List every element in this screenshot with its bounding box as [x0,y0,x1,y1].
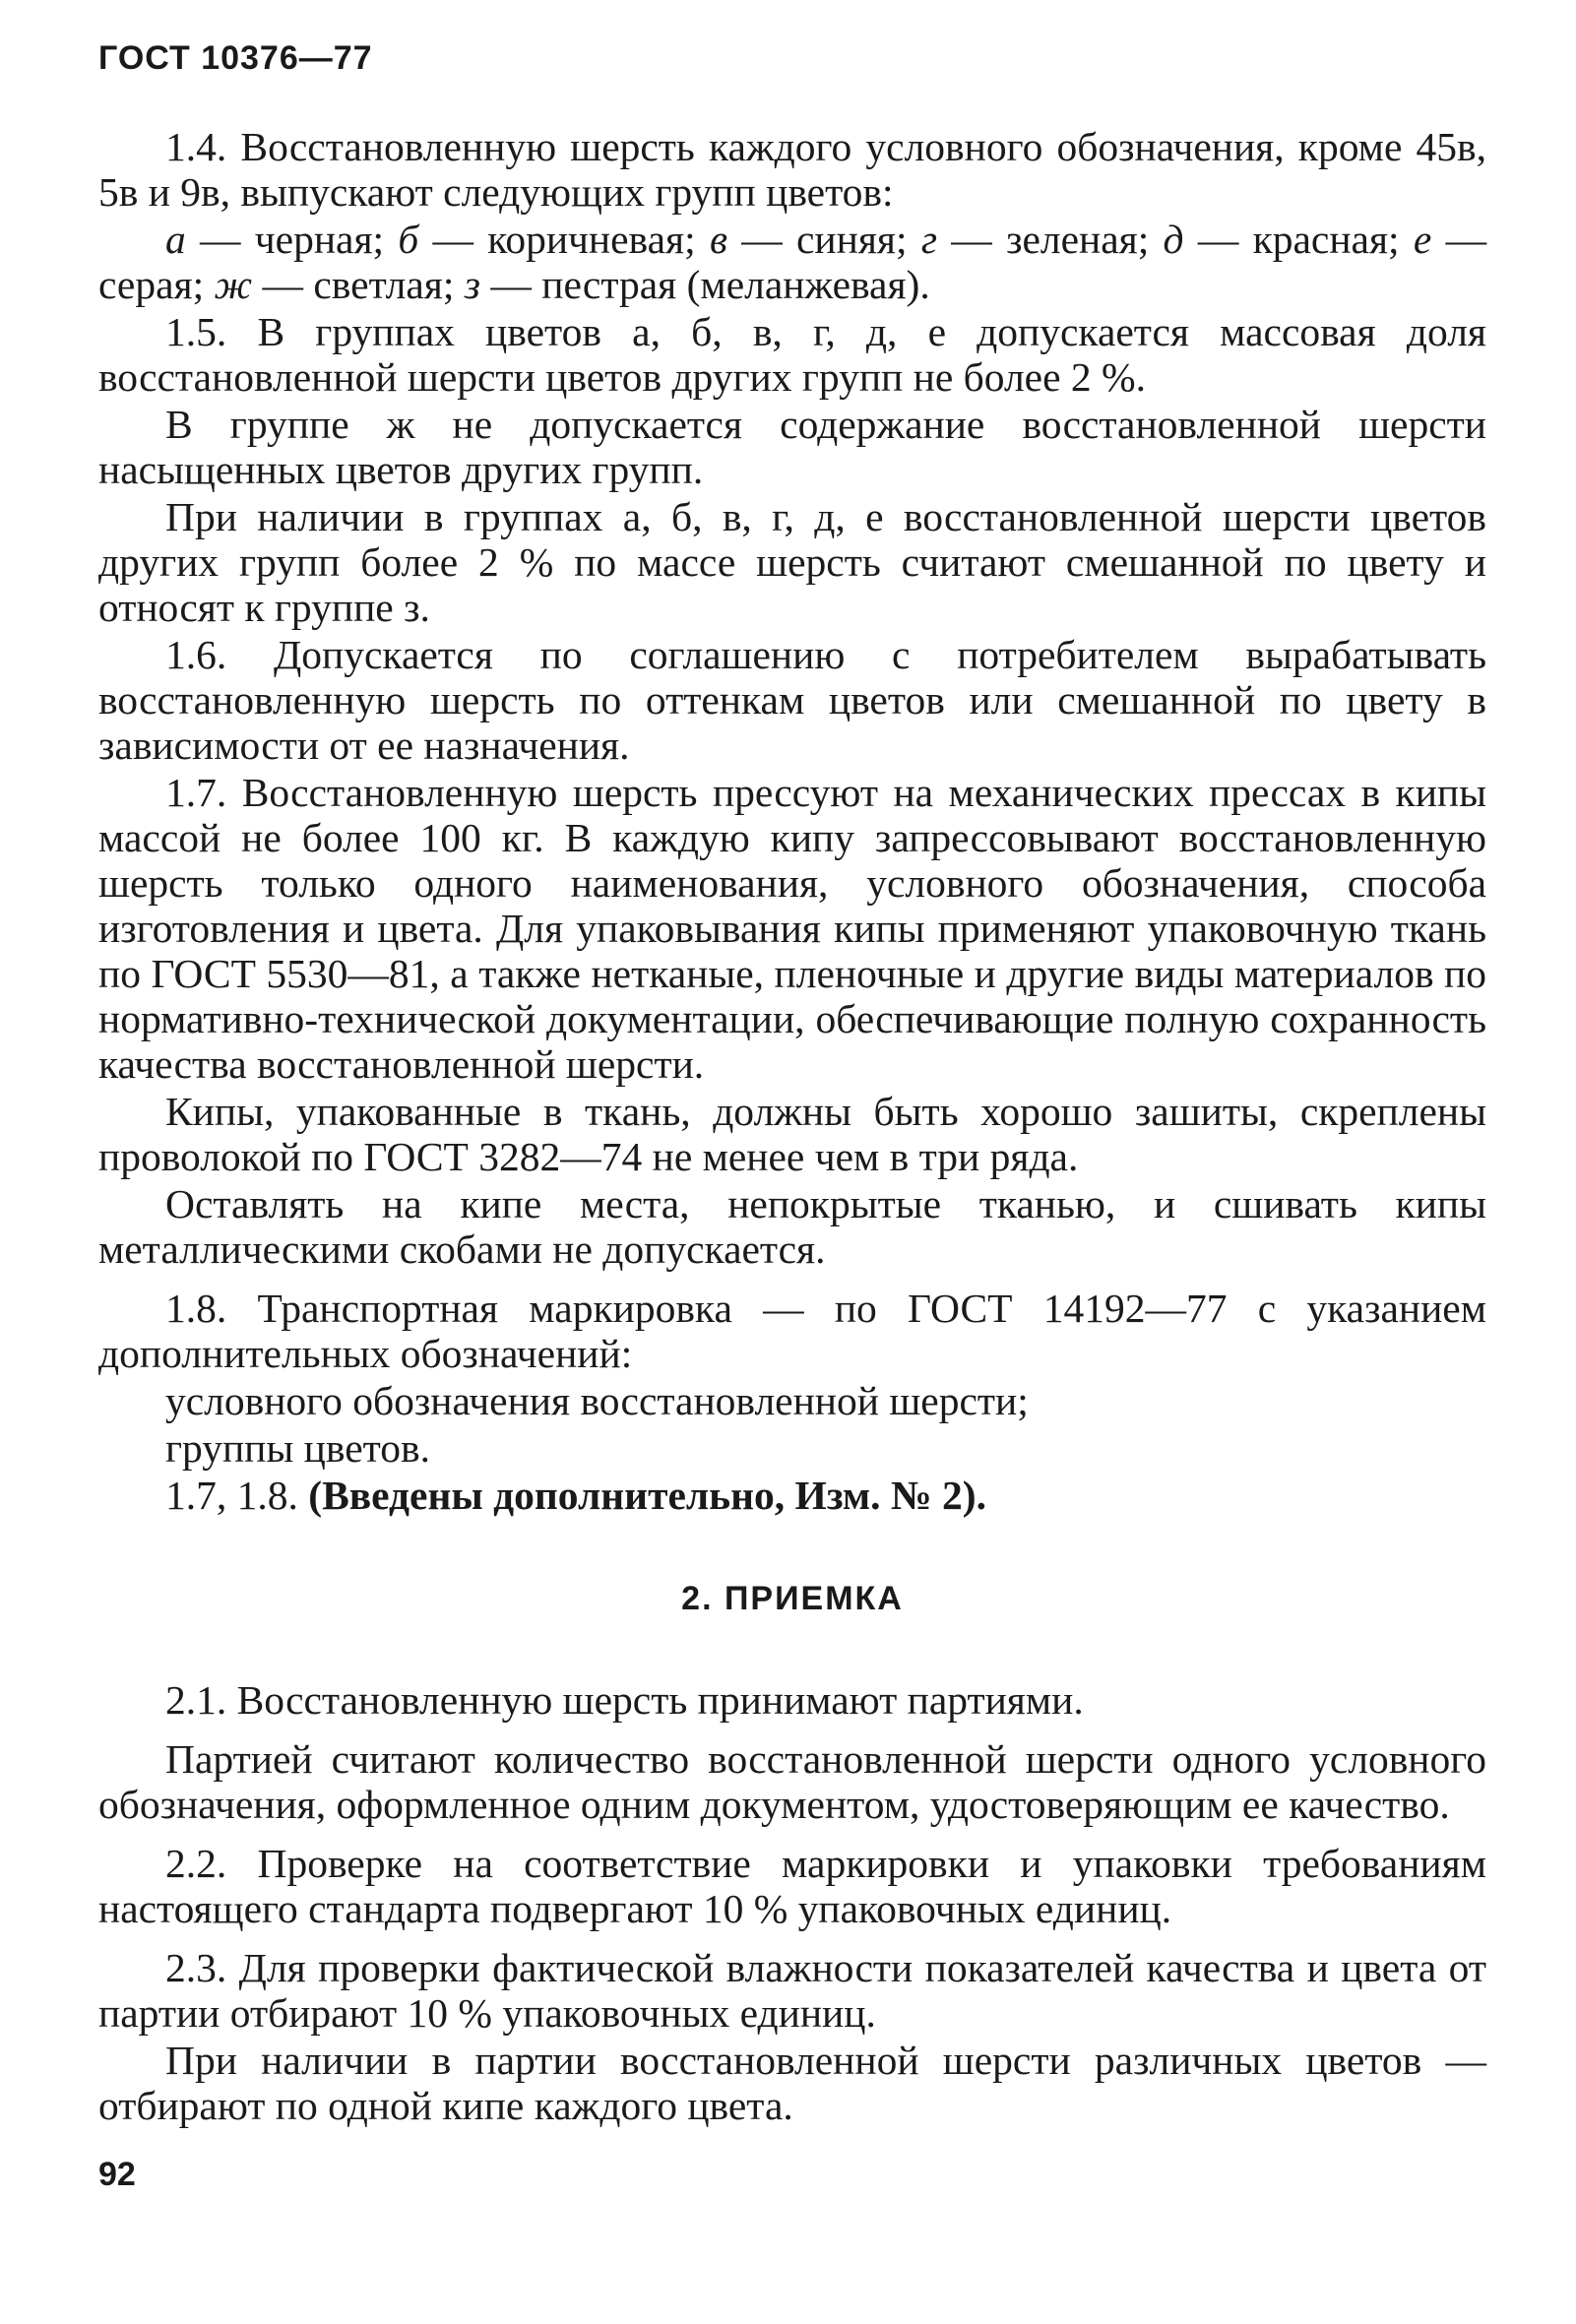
clause-1-7: 1.7. Восстановленную шерсть прессуют на механических прессах в кипы массой не более 100 кг. В каждую кипу запрессовывают восстановленную шерсть только одного наименования, условного обозначения, способа изготовления и цвета. Для упаковывания кипы применяют упаковочную ткань по ГОСТ 5530—81, а также нетканые, пленочные и другие виды материалов по нормативно-технической документации, обеспечивающие полную сохранность качества восстановленной шерсти. [98,770,1486,1087]
clause-1-8-item-color-group: группы цветов. [165,1425,430,1471]
color-group-name: — красная; [1183,217,1400,262]
color-group-item [1164,217,1400,262]
color-group-letter: г [920,217,938,262]
amendment-text: (Введены дополнительно, Изм. № 2). [308,1473,986,1518]
color-group-item [165,217,384,262]
clause-2-1: 2.1. Восстановленную шерсть принимают партиями. [165,1677,1084,1723]
color-group-name: — пестрая (меланжевая). [480,262,930,307]
clause-1-8-item-designation: условного обозначения восстановленной шерсти; [165,1378,1029,1423]
color-group-name: — серая; [98,217,1487,307]
color-group-name: — черная; [185,217,385,262]
clause-1-7-prohibition: Оставлять на кипе места, непокрытые тканью, и сшивать кипы металлическими скобами не допускается. [98,1181,1486,1272]
document-body [98,124,1486,2130]
clause-1-5-mixed: При наличии в группах а, б, в, г, д, е восстановленной шерсти цветов других групп более 2 % по массе шерсть считают смешанной по цвету и относят к группе з. [98,494,1486,630]
clause-1-5: 1.5. В группах цветов а, б, в, г, д, е допускается массовая доля восстановленной шерсти цветов других групп не более 2 %. [98,309,1486,400]
color-group-name: — синяя; [726,217,908,262]
color-group-name: — зеленая; [937,217,1150,262]
clause-1-6: 1.6. Допускается по соглашению с потребителем вырабатывать восстановленную шерсть по оттенкам цветов или смешанной по цвету в зависимости от ее назначения. [98,632,1486,768]
clause-1-8: 1.8. Транспортная маркировка — по ГОСТ 14192—77 с указанием дополнительных обозначений: [98,1286,1486,1376]
clause-2-1-batch: Партией считают количество восстановленной шерсти одного условного обозначения, оформленное одним документом, удостоверяющим ее качество. [98,1736,1486,1827]
clause-2-3-colors: При наличии в партии восстановленной шерсти различных цветов — отбирают по одной кипе каждого цвета. [98,2038,1486,2128]
color-group-letter: в [709,217,727,262]
color-group-name: — светлая; [252,262,455,307]
color-group-name: — коричневая; [418,217,696,262]
color-group-item [398,217,695,262]
clause-1-7-bales: Кипы, упакованные в ткань, должны быть хорошо зашиты, скреплены проволокой по ГОСТ 3282—74 не менее чем в три ряда. [98,1089,1486,1179]
color-group-item [710,217,908,262]
page-header: ГОСТ 10376—77 [98,39,373,77]
clause-2-3: 2.3. Для проверки фактической влажности показателей качества и цвета от партии отбирают 10 % упаковочных единиц. [98,1945,1486,2036]
color-group-item [215,262,455,307]
color-groups-list [98,217,1486,307]
color-group-letter: е [1413,217,1432,262]
color-group-letter: д [1163,217,1184,262]
clause-1-5-group-zh: В группе ж не допускается содержание восстановленной шерсти насыщенных цветов других групп. [98,402,1486,492]
color-group-item [921,217,1149,262]
color-group-item [465,262,930,307]
color-group-letter: з [464,262,480,307]
page-number: 92 [98,2156,136,2193]
amendment-clauses: 1.7, 1.8. [165,1473,309,1518]
amendment-note [98,1473,1486,1518]
color-group-letter: а [165,217,186,262]
clause-1-4: 1.4. Восстановленную шерсть каждого условного обозначения, кроме 45в, 5в и 9в, выпускают следующих групп цветов: [98,124,1486,215]
color-group-letter: ж [214,262,253,307]
section-title: 2. ПРИЕМКА [681,1580,904,1617]
color-group-letter: б [398,217,419,262]
clause-2-2: 2.2. Проверке на соответствие маркировки и упаковки требованиям настоящего стандарта подвергают 10 % упаковочных единиц. [98,1841,1486,1931]
